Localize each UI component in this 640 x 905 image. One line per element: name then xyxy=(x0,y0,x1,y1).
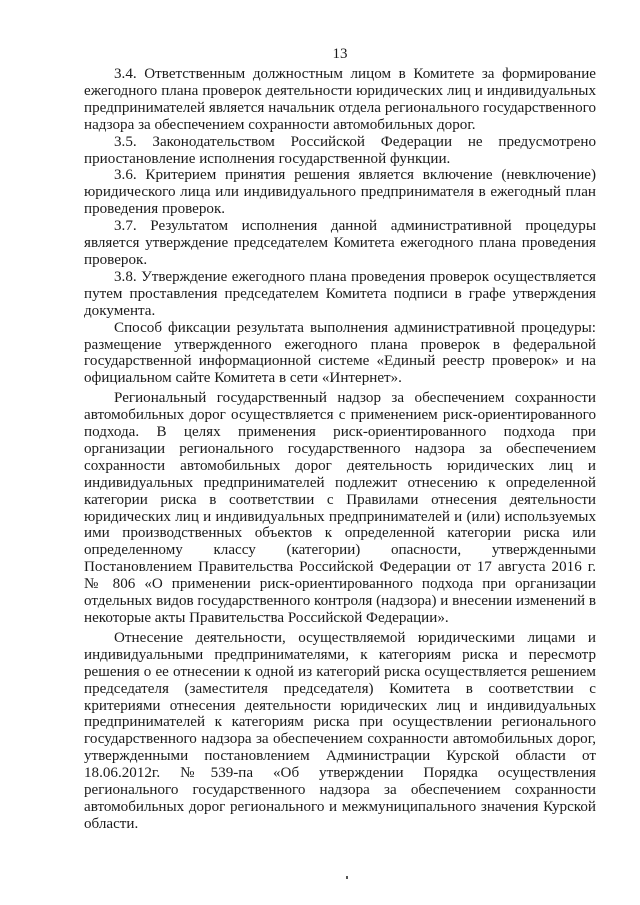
paragraph-risk-approach: Региональный государственный надзор за обеспечением сохранности автомобильных дорог осуществляется с применением риск-ориентированного подхода. В целях применения риск-ориентированного подхода при организации регионального государственного надзора за обеспечением сохранности автомобильных дорог деятельность юридических лиц и индивидуальных предпринимателей подлежит отнесению к определенной категории риска в соответствии с Правилами отнесения деятельности юридических лиц и индивидуальных предпринимателей и (или) используемых ими производственных объектов к определенной категории риска или определенному классу (категории) опасности, утвержденными Постановлением Правительства Российской Федерации от 17 августа 2016 г. № 806 «О применении риск-ориентированного подхода при организации отдельных видов государственного контроля (надзора) и внесении изменений в некоторые акты Правительства Российской Федерации». xyxy=(84,390,596,626)
paragraph-3-5: 3.5. Законодательством Российской Федерации не предусмотрено приостановление исполнения государственной функции. xyxy=(84,133,596,167)
scan-speck xyxy=(346,876,348,879)
paragraph-3-8: 3.8. Утверждение ежегодного плана проведения проверок осуществляется путем проставления председателем Комитета подписи в графе утверждения документа. xyxy=(84,268,596,319)
paragraph-risk-categorization: Отнесение деятельности, осуществляемой юридическими лицами и индивидуальными предпринимателями, к категориям риска и пересмотр решения о ее отнесении к одной из категорий риска осуществляется решением председателя (заместителя председателя) Комитета в соответствии с критериями отнесения деятельности юридических лиц и индивидуальных предпринимателей к категориям риска при осуществлении регионального государственного надзора за обеспечением сохранности автомобильных дорог, утвержденными постановлением Администрации Курской области от 18.06.2012г. №539-па «Об утверждении Порядка осуществления регионального государственного надзора за обеспечением сохранности автомобильных дорог регионального и межмуниципального значения Курской области. xyxy=(84,629,596,832)
page-number: 13 xyxy=(332,46,348,62)
paragraph-3-6: 3.6. Критерием принятия решения является включение (невключение) юридического лица или индивидуального предпринимателя в ежегодный план проведения проверок. xyxy=(84,167,596,218)
paragraph-3-7: 3.7. Результатом исполнения данной административной процедуры является утверждение председателем Комитета ежегодного плана проведения проверок. xyxy=(84,218,596,268)
document-body xyxy=(84,66,596,833)
paragraph-3-4: 3.4. Ответственным должностным лицом в Комитете за формирование ежегодного плана проверок деятельности юридических лиц и индивидуальных предпринимателей является начальник отдела регионального государственного надзора за обеспечением сохранности автомобильных дорог. xyxy=(84,66,596,133)
paragraph-fixation-method: Способ фиксации результата выполнения административной процедуры: размещение утвержденного ежегодного плана проверок в федеральной государственной информационной системе «Единый реестр проверок» и на официальном сайте Комитета в сети «Интернет». xyxy=(84,319,596,387)
